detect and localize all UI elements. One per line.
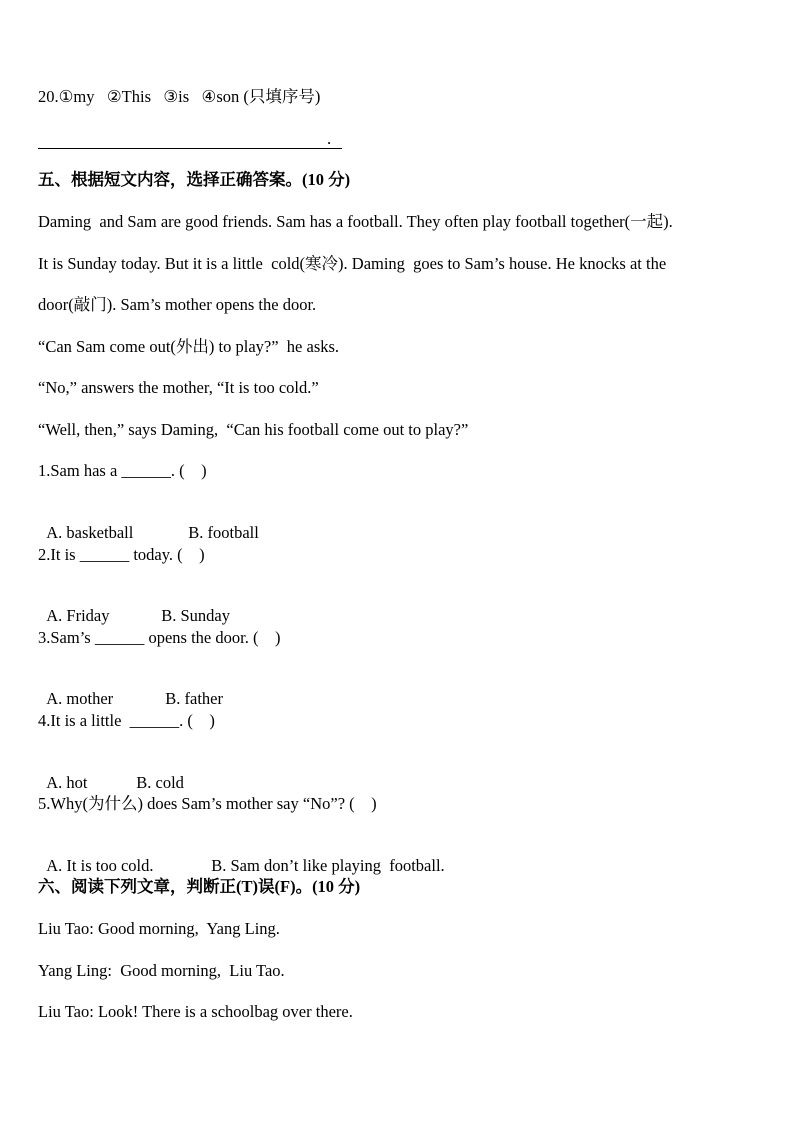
dialogue-line: Yang Ling: Good morning, Liu Tao. bbox=[38, 961, 285, 980]
option-a: A. It is too cold. bbox=[46, 856, 154, 875]
dialogue-line: Liu Tao: Good morning, Yang Ling. bbox=[38, 919, 280, 938]
dialogue-line: Liu Tao: Look! There is a schoolbag over there. bbox=[38, 1002, 353, 1021]
section-6-title: 六、阅读下列文章，判断正(T)误(F)。(10 分) bbox=[38, 877, 361, 896]
passage-line: “Well, then,” says Daming, “Can his football come out to play?” bbox=[38, 420, 469, 439]
question-3: 3.Sam’s ______ opens the door. ( ) bbox=[38, 628, 281, 647]
question-1: 1.Sam has a ______. ( ) bbox=[38, 461, 207, 480]
option-b: B. Sunday bbox=[161, 606, 231, 625]
option-b: B. Sam don’t like playing football. bbox=[211, 856, 445, 875]
passage-line: door(敲门). Sam’s mother opens the door. bbox=[38, 295, 317, 314]
question-4-options bbox=[38, 753, 184, 793]
passage-line: “No,” answers the mother, “It is too cold.” bbox=[38, 378, 319, 397]
question-4: 4.It is a little ______. ( ) bbox=[38, 711, 215, 730]
passage-line: Daming and Sam are good friends. Sam has a football. They often play football together(一起). bbox=[38, 212, 673, 231]
option-a: A. basketball bbox=[46, 523, 134, 542]
passage-line: It is Sunday today. But it is a little cold(寒冷). Daming goes to Sam’s house. He knocks at the bbox=[38, 254, 667, 273]
question-5-options bbox=[38, 836, 445, 876]
option-a: A. Friday bbox=[46, 606, 110, 625]
option-b: B. cold bbox=[136, 773, 184, 792]
question-2: 2.It is ______ today. ( ) bbox=[38, 545, 205, 564]
question-1-options bbox=[38, 503, 259, 543]
answer-line-period: . bbox=[327, 129, 332, 148]
option-b: B. football bbox=[188, 523, 259, 542]
answer-line bbox=[38, 148, 342, 149]
passage-line: “Can Sam come out(外出) to play?” he asks. bbox=[38, 337, 340, 356]
question-5: 5.Why(为什么) does Sam’s mother say “No”? ( ) bbox=[38, 794, 377, 813]
question-20: 20.①my ②This ③is ④son (只填序号) bbox=[38, 87, 321, 106]
option-a: A. hot bbox=[46, 773, 88, 792]
option-b: B. father bbox=[165, 689, 223, 708]
option-a: A. mother bbox=[46, 689, 114, 708]
question-3-options bbox=[38, 669, 223, 709]
section-5-title: 五、根据短文内容，选择正确答案。(10 分) bbox=[38, 170, 351, 189]
question-2-options bbox=[38, 586, 230, 626]
